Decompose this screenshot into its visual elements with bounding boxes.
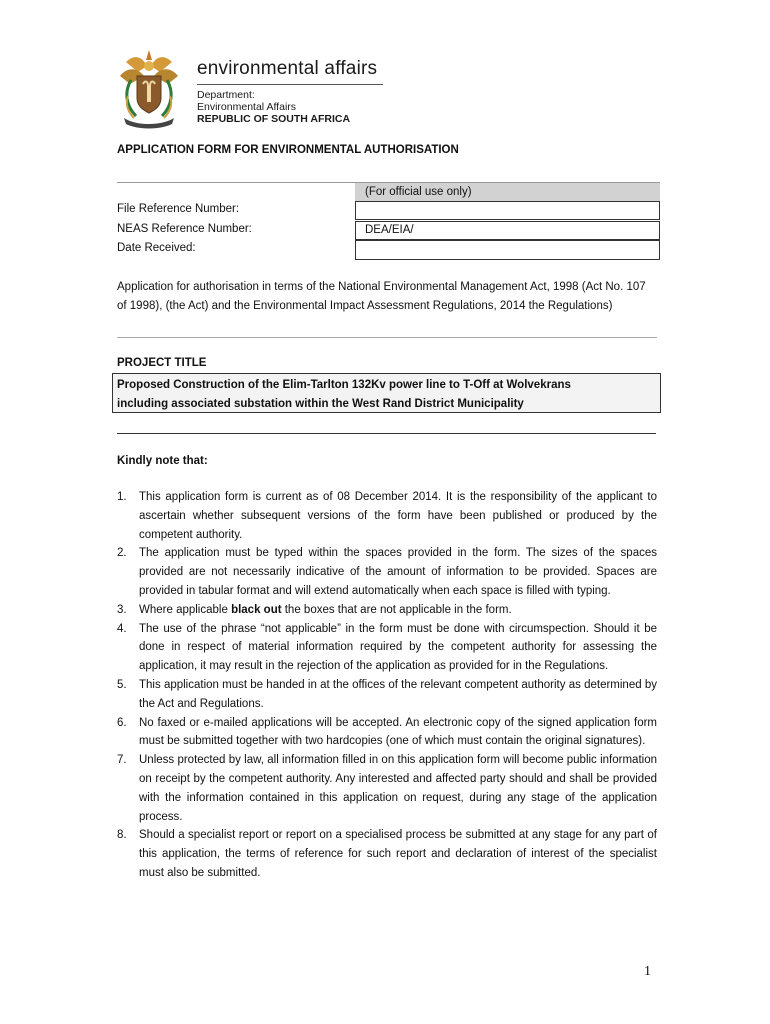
page-number: 1 (644, 964, 651, 979)
note-text: This application must be handed in at the offices of the relevant competent authority as determined by the Act and Regulations. (139, 678, 657, 710)
note-item (117, 488, 657, 544)
note-item (117, 544, 657, 600)
official-use-header: (For official use only) (355, 182, 660, 202)
note-number: 3. (117, 603, 127, 616)
note-number: 6. (117, 716, 127, 729)
neas-reference-label: NEAS Reference Number: (117, 223, 252, 235)
brand-republic: REPUBLIC OF SOUTH AFRICA (197, 113, 351, 125)
note-text: Should a specialist report or report on a specialised process be submitted at any stage for any part of this application, the terms of reference for such report and declaration of interest of the specialist must also be submitted. (139, 829, 657, 879)
project-title-heading: PROJECT TITLE (117, 357, 207, 369)
file-reference-field[interactable] (355, 201, 660, 220)
note-text-bold: black out (231, 603, 282, 616)
reference-table-top-rule (117, 182, 355, 183)
coat-of-arms-icon (116, 46, 182, 130)
note-text: Unless protected by law, all information filled in on this application form will become public information on receipt by the competent authority. Any interested and affected party should and shall be provided with the information contained in this application on request, during any stage of the application process. (139, 754, 657, 823)
note-number: 4. (117, 622, 127, 635)
brand-divider (197, 84, 383, 85)
date-received-label: Date Received: (117, 242, 196, 254)
note-item (117, 826, 657, 882)
note-number: 2. (117, 547, 127, 560)
project-title-box[interactable] (112, 373, 661, 413)
brand-department: Department: (197, 89, 255, 101)
note-item (117, 620, 657, 676)
note-text-before: Where applicable (139, 603, 232, 616)
note-number: 7. (117, 754, 127, 767)
section-divider (117, 433, 656, 434)
project-title-line2: including associated substation within the West Rand District Municipality (117, 398, 524, 410)
note-item (117, 676, 657, 714)
department-logo (112, 44, 388, 132)
date-received-field[interactable] (355, 240, 660, 260)
note-item (117, 601, 657, 620)
file-reference-label: File Reference Number: (117, 203, 240, 215)
brand-environmental-affairs: Environmental Affairs (197, 101, 297, 113)
neas-reference-field[interactable]: DEA/EIA/ (355, 221, 660, 240)
brand-title: environmental affairs (197, 58, 378, 79)
note-number: 5. (117, 678, 127, 691)
note-text: No faxed or e-mailed applications will be accepted. An electronic copy of the signed application form must be submitted together with two hardcopies (one of which must contain the original signatures). (139, 716, 657, 748)
note-number: 8. (117, 829, 127, 842)
note-item (117, 751, 657, 826)
kindly-note-heading: Kindly note that: (117, 455, 208, 467)
note-item (117, 714, 657, 752)
note-text: The application must be typed within the spaces provided in the form. The sizes of the spaces provided are not necessarily indicative of the amount of information to be provided. Spaces are provided in tabular format and will extend automatically when each space is filled with typing. (139, 547, 657, 597)
note-text: This application form is current as of 08 December 2014. It is the responsibility of the applicant to ascertain whether subsequent versions of the form have been published or produced by the competent authority. (139, 491, 657, 541)
notes-list (117, 488, 657, 883)
intro-paragraph: Application for authorisation in terms of the National Environmental Management Act, 1998 (Act No. 107 of 1998), (the Act) and the Environmental Impact Assessment Regulations, 2014 the Regulations) (117, 281, 646, 312)
project-title-line1: Proposed Construction of the Elim-Tarlton 132Kv power line to T-Off at Wolvekrans (117, 379, 571, 391)
note-number: 1. (117, 491, 127, 503)
form-title: APPLICATION FORM FOR ENVIRONMENTAL AUTHORISATION (117, 144, 459, 156)
intro-divider (117, 337, 657, 338)
note-text: The use of the phrase “not applicable” in the form must be done with circumspection. Should it be done in respect of material information required by the competent authority for assessing the application, it may result in the rejection of the application as provided for in the Regulations. (139, 622, 657, 673)
note-text-after: the boxes that are not applicable in the form. (281, 603, 512, 616)
